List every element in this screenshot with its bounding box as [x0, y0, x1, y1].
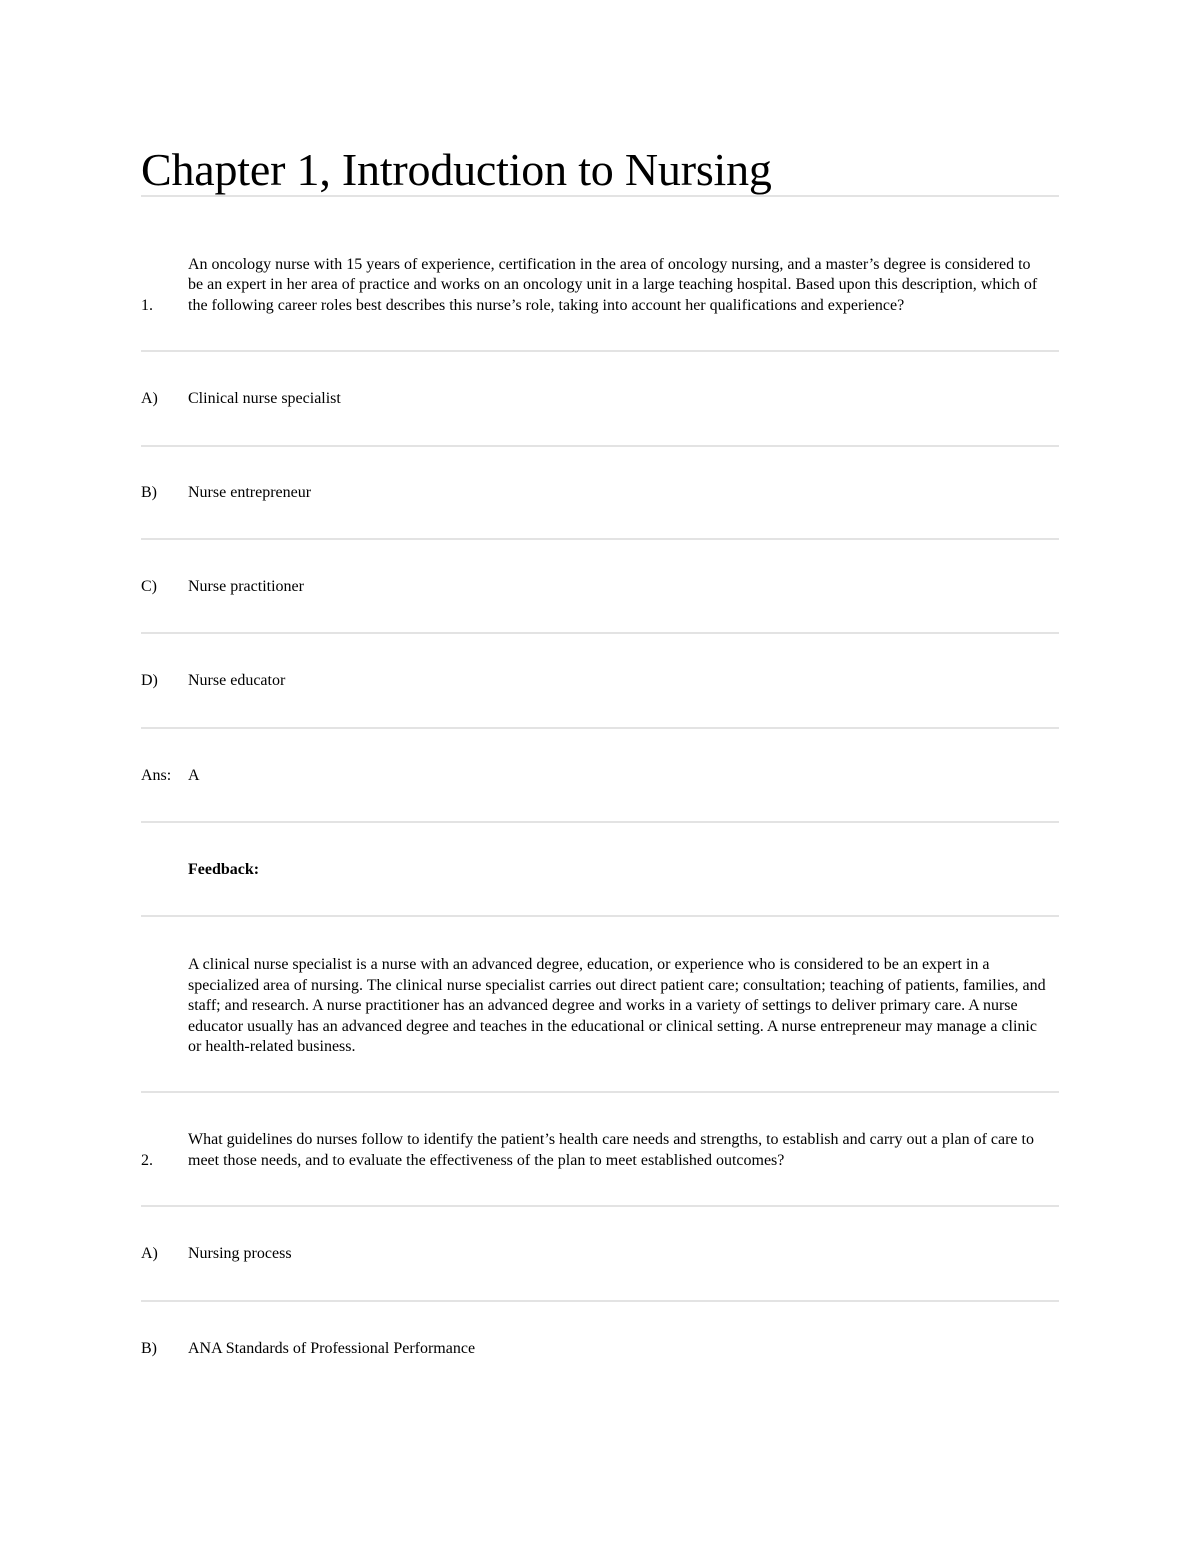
- question-text: An oncology nurse with 15 years of experience, certification in the area of oncology nursing, and a master’s degree is considered to be an expert in her area of practice and works on an oncology unit in a large teaching hospital. Based upon this description, which of the following career roles best describes this nurse’s role, taking into account her qualifications and experience?: [188, 255, 1038, 314]
- divider: [141, 632, 1059, 634]
- feedback-heading-row: [141, 860, 1059, 881]
- option-text: Nurse entrepreneur: [188, 484, 312, 501]
- option-b: [141, 1339, 1059, 1360]
- answer-label: Ans:: [141, 767, 172, 784]
- option-letter: A): [141, 390, 158, 407]
- divider: [141, 350, 1059, 352]
- option-d: [141, 671, 1059, 692]
- question-2: [141, 1130, 1059, 1171]
- option-letter: C): [141, 578, 157, 595]
- divider: [141, 1091, 1059, 1093]
- divider: [141, 821, 1059, 823]
- option-a: [141, 389, 1059, 410]
- option-text: ANA Standards of Professional Performance: [188, 1340, 476, 1357]
- chapter-title: Chapter 1, Introduction to Nursing: [141, 144, 772, 195]
- option-text: Nurse practitioner: [188, 578, 304, 595]
- option-b: [141, 483, 1059, 504]
- question-1: [141, 234, 1059, 316]
- option-a: [141, 1244, 1059, 1265]
- option-letter: B): [141, 484, 157, 501]
- divider: [141, 727, 1059, 729]
- divider: [141, 1300, 1059, 1302]
- question-number: 2.: [141, 1151, 153, 1169]
- option-text: Clinical nurse specialist: [188, 390, 341, 407]
- option-text: Nursing process: [188, 1245, 292, 1262]
- divider: [141, 915, 1059, 917]
- option-letter: B): [141, 1340, 157, 1357]
- divider: [141, 1205, 1059, 1207]
- option-letter: A): [141, 1245, 158, 1262]
- divider: [141, 445, 1059, 447]
- divider: [141, 538, 1059, 540]
- question-number: 1.: [141, 296, 153, 314]
- divider: [141, 195, 1059, 197]
- answer-row: [141, 766, 1059, 787]
- question-text: What guidelines do nurses follow to identify the patient’s health care needs and strengths, to establish and carry out a plan of care to meet those needs, and to evaluate the effectiveness of the plan to meet established outcomes?: [188, 1131, 1034, 1169]
- feedback-label: Feedback:: [188, 861, 260, 878]
- option-text: Nurse educator: [188, 672, 286, 689]
- feedback-row: [141, 955, 1059, 1058]
- feedback-text: A clinical nurse specialist is a nurse with an advanced degree, education, or experience who is considered to be an expert in a specialized area of nursing. The clinical nurse specialist carries out direct patient care; consultation; teaching of patients, families, and staff; and research. A nurse practitioner has an advanced degree and works in a variety of settings to deliver primary care. A nurse educator usually has an advanced degree and teaches in the educational or clinical setting. A nurse entrepreneur may manage a clinic or health-related business.: [188, 956, 1046, 1055]
- option-letter: D): [141, 672, 158, 689]
- option-c: [141, 577, 1059, 598]
- answer-value: A: [188, 767, 200, 784]
